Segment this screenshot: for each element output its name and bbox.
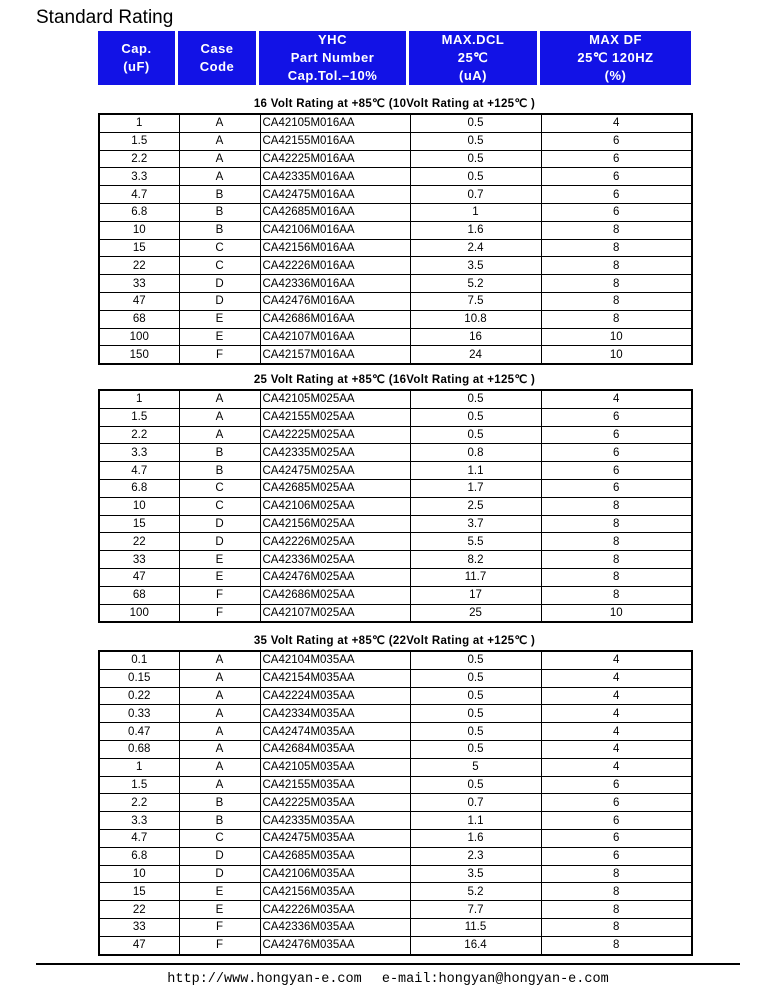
case-code-cell: E [179, 568, 260, 586]
footer [0, 972, 776, 987]
part-number-cell: CA42686M025AA [260, 586, 410, 604]
section-title-16v: 16 Volt Rating at +85℃ (10Volt Rating at +125℃ ) [253, 98, 536, 110]
table-row [99, 604, 692, 622]
max-df-cell: 6 [541, 444, 692, 462]
max-df-cell: 8 [541, 292, 692, 310]
table-row [99, 462, 692, 480]
rating-table-25v [98, 389, 693, 623]
table-row [99, 901, 692, 919]
max-df-cell: 6 [541, 168, 692, 186]
table-row [99, 723, 692, 741]
table-row [99, 568, 692, 586]
part-number-cell: CA42106M016AA [260, 221, 410, 239]
cap-cell: 1 [99, 114, 179, 132]
part-number-cell: CA42225M025AA [260, 426, 410, 444]
case-code-cell: A [179, 723, 260, 741]
case-code-cell: B [179, 203, 260, 221]
rating-table-35v [98, 650, 693, 956]
table-row [99, 812, 692, 830]
part-number-cell: CA42226M016AA [260, 257, 410, 275]
case-code-cell: D [179, 275, 260, 293]
max-dcl-cell: 0.8 [410, 444, 541, 462]
cap-cell: 100 [99, 604, 179, 622]
footer-email-link[interactable]: e-mail:hongyan@hongyan-e.com [381, 972, 609, 987]
max-df-cell: 8 [541, 533, 692, 551]
table-row [99, 865, 692, 883]
case-code-cell: A [179, 776, 260, 794]
part-number-cell: CA42474M035AA [260, 723, 410, 741]
header-max-dcl: MAX.DCL 25℃ (uA) [409, 31, 537, 85]
table-row [99, 132, 692, 150]
max-dcl-cell: 3.7 [410, 515, 541, 533]
max-df-cell: 4 [541, 758, 692, 776]
case-code-cell: A [179, 132, 260, 150]
cap-cell: 1.5 [99, 776, 179, 794]
case-code-cell: B [179, 812, 260, 830]
max-dcl-cell: 2.5 [410, 497, 541, 515]
part-number-cell: CA42685M016AA [260, 203, 410, 221]
cap-cell: 15 [99, 515, 179, 533]
case-code-cell: A [179, 705, 260, 723]
cap-cell: 2.2 [99, 150, 179, 168]
max-df-cell: 4 [541, 723, 692, 741]
part-number-cell: CA42685M035AA [260, 847, 410, 865]
table-row [99, 310, 692, 328]
max-df-cell: 6 [541, 776, 692, 794]
table-row [99, 586, 692, 604]
cap-cell: 2.2 [99, 794, 179, 812]
max-dcl-cell: 0.5 [410, 390, 541, 408]
rating-table-16v [98, 113, 693, 365]
part-number-cell: CA42475M025AA [260, 462, 410, 480]
case-code-cell: E [179, 551, 260, 569]
part-number-cell: CA42475M035AA [260, 829, 410, 847]
case-code-cell: A [179, 758, 260, 776]
cap-cell: 10 [99, 497, 179, 515]
table-row [99, 758, 692, 776]
part-number-cell: CA42686M016AA [260, 310, 410, 328]
part-number-cell: CA42155M035AA [260, 776, 410, 794]
max-df-cell: 8 [541, 901, 692, 919]
cap-cell: 1 [99, 390, 179, 408]
max-dcl-cell: 0.5 [410, 651, 541, 669]
cap-cell: 22 [99, 257, 179, 275]
part-number-cell: CA42476M035AA [260, 936, 410, 954]
footer-url-link[interactable]: http://www.hongyan-e.com [167, 972, 362, 987]
cap-cell: 47 [99, 292, 179, 310]
cap-cell: 4.7 [99, 186, 179, 204]
case-code-cell: F [179, 346, 260, 364]
max-dcl-cell: 3.5 [410, 865, 541, 883]
cap-cell: 6.8 [99, 479, 179, 497]
table-row [99, 705, 692, 723]
part-number-cell: CA42225M016AA [260, 150, 410, 168]
case-code-cell: D [179, 292, 260, 310]
max-dcl-cell: 5.5 [410, 533, 541, 551]
case-code-cell: C [179, 829, 260, 847]
table-row [99, 408, 692, 426]
cap-cell: 4.7 [99, 462, 179, 480]
table-row [99, 479, 692, 497]
table-row [99, 776, 692, 794]
max-dcl-cell: 24 [410, 346, 541, 364]
header-cap: Cap. (uF) [98, 31, 175, 85]
case-code-cell: A [179, 390, 260, 408]
case-code-cell: A [179, 168, 260, 186]
part-number-cell: CA42335M025AA [260, 444, 410, 462]
case-code-cell: A [179, 687, 260, 705]
case-code-cell: E [179, 328, 260, 346]
case-code-cell: E [179, 310, 260, 328]
table-row [99, 533, 692, 551]
case-code-cell: A [179, 150, 260, 168]
max-dcl-cell: 0.5 [410, 150, 541, 168]
max-dcl-cell: 10.8 [410, 310, 541, 328]
part-number-cell: CA42475M016AA [260, 186, 410, 204]
max-df-cell: 6 [541, 203, 692, 221]
max-df-cell: 6 [541, 794, 692, 812]
part-number-cell: CA42156M035AA [260, 883, 410, 901]
cap-cell: 150 [99, 346, 179, 364]
part-number-cell: CA42336M025AA [260, 551, 410, 569]
table-row [99, 168, 692, 186]
cap-cell: 0.1 [99, 651, 179, 669]
part-number-cell: CA42335M016AA [260, 168, 410, 186]
max-dcl-cell: 5.2 [410, 883, 541, 901]
table-row [99, 829, 692, 847]
table-row [99, 687, 692, 705]
cap-cell: 33 [99, 275, 179, 293]
part-number-cell: CA42105M016AA [260, 114, 410, 132]
cap-cell: 47 [99, 568, 179, 586]
max-df-cell: 6 [541, 186, 692, 204]
case-code-cell: B [179, 444, 260, 462]
cap-cell: 0.15 [99, 669, 179, 687]
case-code-cell: E [179, 901, 260, 919]
max-df-cell: 4 [541, 669, 692, 687]
part-number-cell: CA42476M016AA [260, 292, 410, 310]
max-dcl-cell: 0.5 [410, 776, 541, 794]
part-number-cell: CA42154M035AA [260, 669, 410, 687]
max-dcl-cell: 11.5 [410, 918, 541, 936]
cap-cell: 6.8 [99, 847, 179, 865]
part-number-cell: CA42224M035AA [260, 687, 410, 705]
max-dcl-cell: 17 [410, 586, 541, 604]
section-title-25v: 25 Volt Rating at +85℃ (16Volt Rating at +125℃ ) [253, 374, 536, 386]
max-dcl-cell: 1.6 [410, 221, 541, 239]
part-number-cell: CA42226M035AA [260, 901, 410, 919]
max-df-cell: 8 [541, 257, 692, 275]
case-code-cell: F [179, 586, 260, 604]
case-code-cell: D [179, 847, 260, 865]
max-df-cell: 6 [541, 847, 692, 865]
table-row [99, 936, 692, 954]
max-df-cell: 4 [541, 651, 692, 669]
max-dcl-cell: 5.2 [410, 275, 541, 293]
cap-cell: 3.3 [99, 812, 179, 830]
case-code-cell: E [179, 883, 260, 901]
max-df-cell: 6 [541, 829, 692, 847]
cap-cell: 68 [99, 310, 179, 328]
cap-cell: 47 [99, 936, 179, 954]
table-row [99, 651, 692, 669]
table-row [99, 346, 692, 364]
cap-cell: 1.5 [99, 132, 179, 150]
table-row [99, 883, 692, 901]
part-number-cell: CA42155M016AA [260, 132, 410, 150]
max-df-cell: 4 [541, 705, 692, 723]
cap-cell: 10 [99, 865, 179, 883]
max-dcl-cell: 2.4 [410, 239, 541, 257]
case-code-cell: C [179, 239, 260, 257]
part-number-cell: CA42685M025AA [260, 479, 410, 497]
max-dcl-cell: 1.6 [410, 829, 541, 847]
case-code-cell: B [179, 794, 260, 812]
max-df-cell: 8 [541, 568, 692, 586]
case-code-cell: A [179, 408, 260, 426]
max-df-cell: 6 [541, 132, 692, 150]
max-df-cell: 6 [541, 479, 692, 497]
section-title-35v: 35 Volt Rating at +85℃ (22Volt Rating at +125℃ ) [253, 635, 536, 647]
page-title: Standard Rating [36, 7, 174, 28]
table-row [99, 847, 692, 865]
part-number-cell: CA42336M016AA [260, 275, 410, 293]
cap-cell: 4.7 [99, 829, 179, 847]
case-code-cell: B [179, 221, 260, 239]
table-row [99, 292, 692, 310]
max-df-cell: 8 [541, 936, 692, 954]
cap-cell: 100 [99, 328, 179, 346]
case-code-cell: A [179, 426, 260, 444]
max-dcl-cell: 0.5 [410, 114, 541, 132]
max-dcl-cell: 5 [410, 758, 541, 776]
max-dcl-cell: 1 [410, 203, 541, 221]
max-dcl-cell: 1.1 [410, 812, 541, 830]
part-number-cell: CA42156M016AA [260, 239, 410, 257]
cap-cell: 0.68 [99, 740, 179, 758]
max-df-cell: 6 [541, 462, 692, 480]
max-dcl-cell: 0.5 [410, 426, 541, 444]
max-dcl-cell: 1.1 [410, 462, 541, 480]
part-number-cell: CA42106M025AA [260, 497, 410, 515]
max-dcl-cell: 0.7 [410, 794, 541, 812]
table-row [99, 426, 692, 444]
max-dcl-cell: 2.3 [410, 847, 541, 865]
max-df-cell: 8 [541, 865, 692, 883]
max-df-cell: 8 [541, 221, 692, 239]
header-part-number: YHC Part Number Cap.Tol.–10% [259, 31, 406, 85]
max-df-cell: 10 [541, 328, 692, 346]
cap-cell: 0.22 [99, 687, 179, 705]
max-df-cell: 4 [541, 740, 692, 758]
max-dcl-cell: 0.5 [410, 168, 541, 186]
case-code-cell: D [179, 515, 260, 533]
table-row [99, 203, 692, 221]
max-dcl-cell: 11.7 [410, 568, 541, 586]
max-df-cell: 6 [541, 150, 692, 168]
cap-cell: 3.3 [99, 168, 179, 186]
max-df-cell: 4 [541, 687, 692, 705]
cap-cell: 10 [99, 221, 179, 239]
cap-cell: 1 [99, 758, 179, 776]
cap-cell: 2.2 [99, 426, 179, 444]
table-row [99, 257, 692, 275]
max-df-cell: 8 [541, 515, 692, 533]
max-dcl-cell: 25 [410, 604, 541, 622]
cap-cell: 15 [99, 239, 179, 257]
cap-cell: 3.3 [99, 444, 179, 462]
case-code-cell: A [179, 651, 260, 669]
max-dcl-cell: 0.5 [410, 408, 541, 426]
table-row [99, 114, 692, 132]
max-dcl-cell: 0.5 [410, 740, 541, 758]
case-code-cell: A [179, 114, 260, 132]
table-row [99, 444, 692, 462]
max-dcl-cell: 7.5 [410, 292, 541, 310]
max-dcl-cell: 7.7 [410, 901, 541, 919]
max-dcl-cell: 0.5 [410, 687, 541, 705]
case-code-cell: C [179, 479, 260, 497]
max-df-cell: 4 [541, 114, 692, 132]
table-row [99, 150, 692, 168]
table-row [99, 515, 692, 533]
cap-cell: 0.47 [99, 723, 179, 741]
case-code-cell: F [179, 936, 260, 954]
max-dcl-cell: 8.2 [410, 551, 541, 569]
part-number-cell: CA42104M035AA [260, 651, 410, 669]
max-dcl-cell: 16.4 [410, 936, 541, 954]
case-code-cell: C [179, 257, 260, 275]
part-number-cell: CA42155M025AA [260, 408, 410, 426]
part-number-cell: CA42106M035AA [260, 865, 410, 883]
part-number-cell: CA42105M035AA [260, 758, 410, 776]
table-row [99, 275, 692, 293]
max-dcl-cell: 0.7 [410, 186, 541, 204]
part-number-cell: CA42157M016AA [260, 346, 410, 364]
table-row [99, 551, 692, 569]
cap-cell: 33 [99, 918, 179, 936]
cap-cell: 15 [99, 883, 179, 901]
part-number-cell: CA42105M025AA [260, 390, 410, 408]
max-df-cell: 8 [541, 918, 692, 936]
table-row [99, 669, 692, 687]
table-row [99, 918, 692, 936]
max-dcl-cell: 16 [410, 328, 541, 346]
table-row [99, 328, 692, 346]
cap-cell: 1.5 [99, 408, 179, 426]
footer-divider [36, 963, 740, 965]
max-dcl-cell: 1.7 [410, 479, 541, 497]
part-number-cell: CA42107M016AA [260, 328, 410, 346]
max-dcl-cell: 3.5 [410, 257, 541, 275]
max-df-cell: 8 [541, 239, 692, 257]
part-number-cell: CA42107M025AA [260, 604, 410, 622]
table-row [99, 239, 692, 257]
table-row [99, 794, 692, 812]
cap-cell: 6.8 [99, 203, 179, 221]
cap-cell: 68 [99, 586, 179, 604]
case-code-cell: F [179, 918, 260, 936]
max-df-cell: 4 [541, 390, 692, 408]
table-row [99, 186, 692, 204]
max-df-cell: 6 [541, 812, 692, 830]
case-code-cell: B [179, 462, 260, 480]
case-code-cell: F [179, 604, 260, 622]
max-df-cell: 6 [541, 408, 692, 426]
max-dcl-cell: 0.5 [410, 705, 541, 723]
part-number-cell: CA42156M025AA [260, 515, 410, 533]
case-code-cell: A [179, 740, 260, 758]
max-df-cell: 10 [541, 604, 692, 622]
table-row [99, 221, 692, 239]
table-row [99, 497, 692, 515]
table-row [99, 740, 692, 758]
table-row [99, 390, 692, 408]
max-df-cell: 8 [541, 275, 692, 293]
part-number-cell: CA42684M035AA [260, 740, 410, 758]
max-df-cell: 8 [541, 883, 692, 901]
max-dcl-cell: 0.5 [410, 723, 541, 741]
cap-cell: 0.33 [99, 705, 179, 723]
part-number-cell: CA42476M025AA [260, 568, 410, 586]
part-number-cell: CA42226M025AA [260, 533, 410, 551]
case-code-cell: B [179, 186, 260, 204]
header-max-df: MAX DF 25℃ 120HZ (%) [540, 31, 691, 85]
cap-cell: 22 [99, 901, 179, 919]
max-dcl-cell: 0.5 [410, 132, 541, 150]
part-number-cell: CA42225M035AA [260, 794, 410, 812]
case-code-cell: A [179, 669, 260, 687]
case-code-cell: D [179, 865, 260, 883]
part-number-cell: CA42334M035AA [260, 705, 410, 723]
max-df-cell: 8 [541, 586, 692, 604]
part-number-cell: CA42336M035AA [260, 918, 410, 936]
header-case-code: Case Code [178, 31, 256, 85]
case-code-cell: C [179, 497, 260, 515]
cap-cell: 22 [99, 533, 179, 551]
max-df-cell: 8 [541, 497, 692, 515]
cap-cell: 33 [99, 551, 179, 569]
max-df-cell: 8 [541, 310, 692, 328]
part-number-cell: CA42335M035AA [260, 812, 410, 830]
max-dcl-cell: 0.5 [410, 669, 541, 687]
case-code-cell: D [179, 533, 260, 551]
max-df-cell: 6 [541, 426, 692, 444]
max-df-cell: 8 [541, 551, 692, 569]
max-df-cell: 10 [541, 346, 692, 364]
